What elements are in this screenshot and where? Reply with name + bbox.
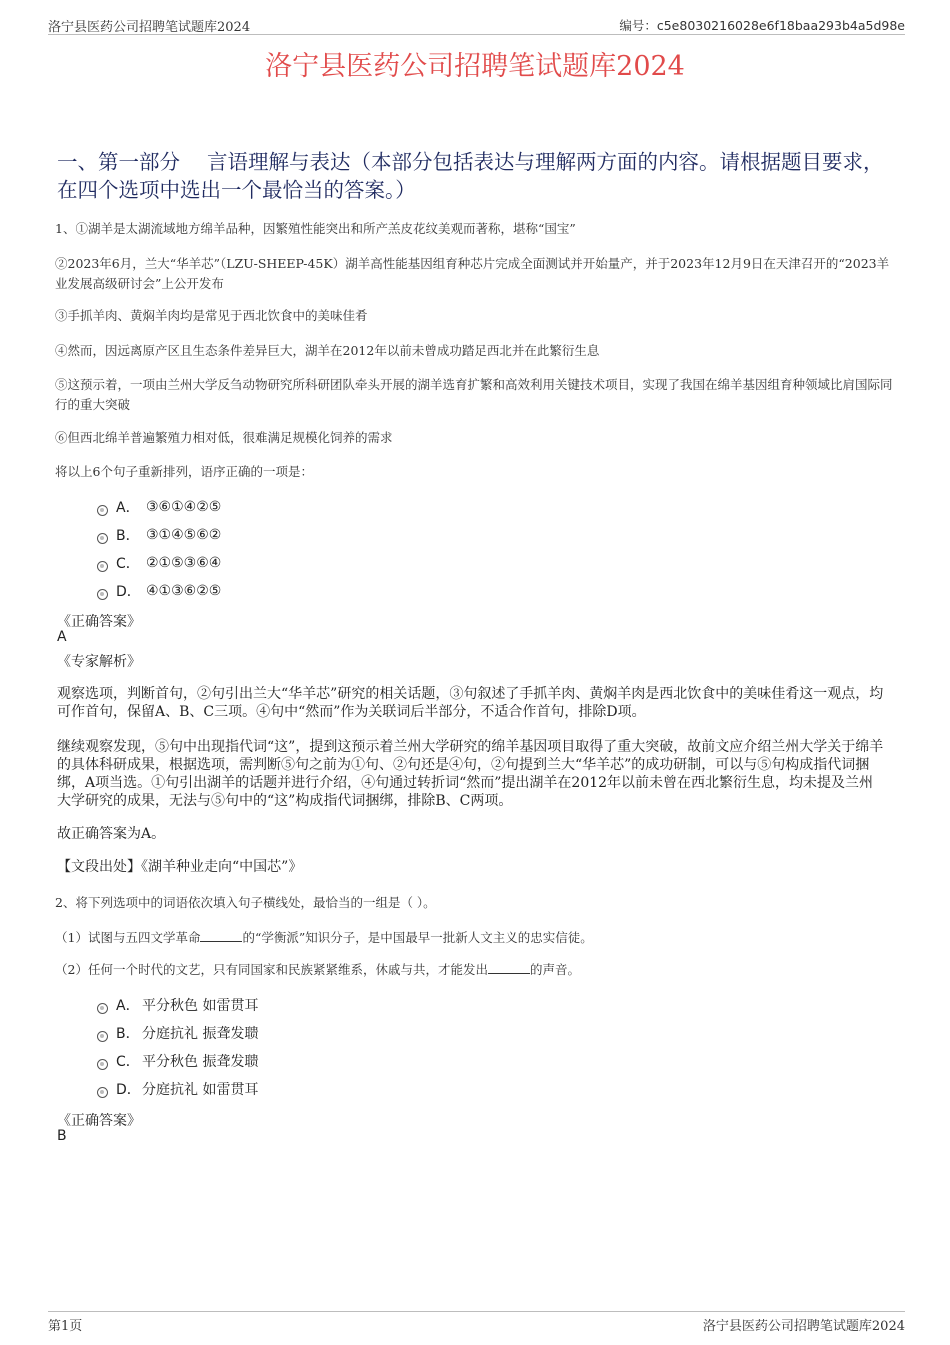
radio-icon[interactable]	[97, 1059, 108, 1070]
blank-line	[200, 929, 242, 942]
radio-icon[interactable]	[97, 561, 108, 572]
option-letter: C．	[116, 556, 140, 572]
option-letter: A．	[116, 500, 140, 516]
option-text: ④①③⑥②⑤	[146, 583, 222, 599]
option-text: ②①⑤③⑥④	[146, 555, 222, 571]
q2-option-a[interactable]	[97, 991, 258, 1019]
q2-s1-post: 的“学衡派”知识分子，是中国最早一批新人文主义的忠实信徒。	[242, 930, 593, 945]
q2-stem: 2、将下列选项中的词语依次填入句子横线处，最恰当的一组是（ ）。	[55, 895, 436, 910]
q1-sentence-5: ⑤这预示着，一项由兰州大学反刍动物研究所科研团队牵头开展的湖羊选育扩繁和高效利用关键技术项目，实现了我国在绵羊基因组育种领域比肩国际同行的重大突破	[55, 377, 893, 412]
q2-s1-pre: （1）试图与五四文学革命	[55, 930, 201, 945]
q1-analysis-para-3: 故正确答案为A。	[57, 826, 166, 842]
section-title: 一、第一部分 言语理解与表达（本部分包括表达与理解两方面的内容。请根据题目要求，在四个选项中选出一个最恰当的答案。）	[57, 150, 884, 202]
radio-icon[interactable]	[97, 1003, 108, 1014]
radio-icon[interactable]	[97, 505, 108, 516]
option-text: 分庭抗礼 如雷贯耳	[142, 1082, 259, 1098]
option-letter: D．	[116, 584, 141, 600]
q1-sentence-2: ②2023年6月，兰大“华羊芯”（LZU-SHEEP-45K）湖羊高性能基因组育种芯片完成全面测试并开始量产，并于2023年12月9日在天津召开的“2023羊业发展高级研讨会”上公开发布	[55, 256, 890, 291]
q1-option-d[interactable]	[97, 577, 221, 605]
radio-icon[interactable]	[97, 533, 108, 544]
option-letter: B．	[116, 528, 140, 544]
q1-answer: A	[57, 629, 67, 645]
option-text: 平分秋色 振聋发聩	[142, 1054, 259, 1070]
q1-sentence-3: ③手抓羊肉、黄焖羊肉均是常见于西北饮食中的美味佳肴	[55, 308, 368, 323]
q1-sentence-1: 1、①湖羊是太湖流域地方绵羊品种，因繁殖性能突出和所产羔皮花纹美观而著称，堪称“国宝”	[55, 221, 576, 236]
q2-answer: B	[57, 1128, 67, 1144]
q2-s2-post: 的声音。	[529, 962, 580, 977]
option-letter: A．	[116, 998, 140, 1014]
radio-icon[interactable]	[97, 1087, 108, 1098]
q1-analysis-para-2: 继续观察发现，⑤句中出现指代词“这”，提到这预示着兰州大学研究的绵羊基因项目取得了重大突破，故前文应介绍兰州大学关于绵羊的具体科研成果，根据选项，需判断⑤句之前为①句、②句还是④句，②句提到兰大“华羊芯”的成功研制，可以与⑤句构成指代词捆绑，A项当选。①句引出湖羊的话题并进行介绍，④句通过转折词“然而”提出湖羊在2012年以前未曾在西北繁衍生息，均未提及兰州大学研究的成果，无法与⑤句中的“这”构成指代词捆绑，排除B、C两项。	[57, 739, 884, 809]
q1-analysis-label: 《专家解析》	[57, 654, 141, 670]
option-letter: D．	[116, 1082, 141, 1098]
q2-option-d[interactable]	[97, 1075, 258, 1103]
q1-analysis-para-1: 观察选项，判断首句，②句引出兰大“华羊芯”研究的相关话题，③句叙述了手抓羊肉、黄焖羊肉是西北饮食中的美味佳肴这一观点，均可作首句，保留A、B、C三项。④句中“然而”作为关联词后半部分，不适合作首句，排除D项。	[57, 686, 884, 720]
q1-source: 【文段出处】《湖羊种业走向“中国芯”》	[57, 859, 303, 875]
q2-options	[97, 991, 258, 1103]
q2-option-b[interactable]	[97, 1019, 258, 1047]
q1-option-c[interactable]	[97, 549, 221, 577]
q2-sentence-2	[55, 960, 895, 980]
q1-prompt: 将以上6个句子重新排列，语序正确的一项是：	[55, 464, 313, 479]
option-text: ③①④⑤⑥②	[146, 527, 222, 543]
q1-options	[97, 493, 221, 605]
document-title: 洛宁县医药公司招聘笔试题库2024	[265, 51, 685, 82]
q1-sentence-6: ⑥但西北绵羊普遍繁殖力相对低，很难满足规模化饲养的需求	[55, 430, 393, 445]
blank-line	[488, 961, 530, 974]
header-doc-name: 洛宁县医药公司招聘笔试题库2024	[48, 20, 251, 35]
option-text: ③⑥①④②⑤	[146, 499, 222, 515]
radio-icon[interactable]	[97, 589, 108, 600]
option-letter: C．	[116, 1054, 140, 1070]
option-text: 分庭抗礼 振聋发聩	[142, 1026, 259, 1042]
footer-page-number: 第1页	[48, 1319, 83, 1334]
q2-sentence-1	[55, 928, 895, 948]
option-letter: B．	[116, 1026, 140, 1042]
q1-sentence-4: ④然而，因远离原产区且生态条件差异巨大，湖羊在2012年以前未曾成功踏足西北并在此繁衍生息	[55, 343, 600, 358]
q2-s2-pre: （2）任何一个时代的文艺，只有同国家和民族紧紧维系，休戚与共，才能发出	[55, 962, 488, 977]
radio-icon[interactable]	[97, 1031, 108, 1042]
page-header	[48, 14, 905, 35]
q1-option-a[interactable]	[97, 493, 221, 521]
footer-doc-name: 洛宁县医药公司招聘笔试题库2024	[702, 1319, 905, 1334]
page-footer	[48, 1311, 905, 1334]
header-doc-id: 编号：c5e8030216028e6f18baa293b4a5d98e	[619, 18, 905, 33]
q2-answer-label: 《正确答案》	[57, 1113, 141, 1129]
option-text: 平分秋色 如雷贯耳	[142, 998, 259, 1014]
q2-option-c[interactable]	[97, 1047, 258, 1075]
q1-option-b[interactable]	[97, 521, 221, 549]
q1-answer-label: 《正确答案》	[57, 614, 141, 630]
